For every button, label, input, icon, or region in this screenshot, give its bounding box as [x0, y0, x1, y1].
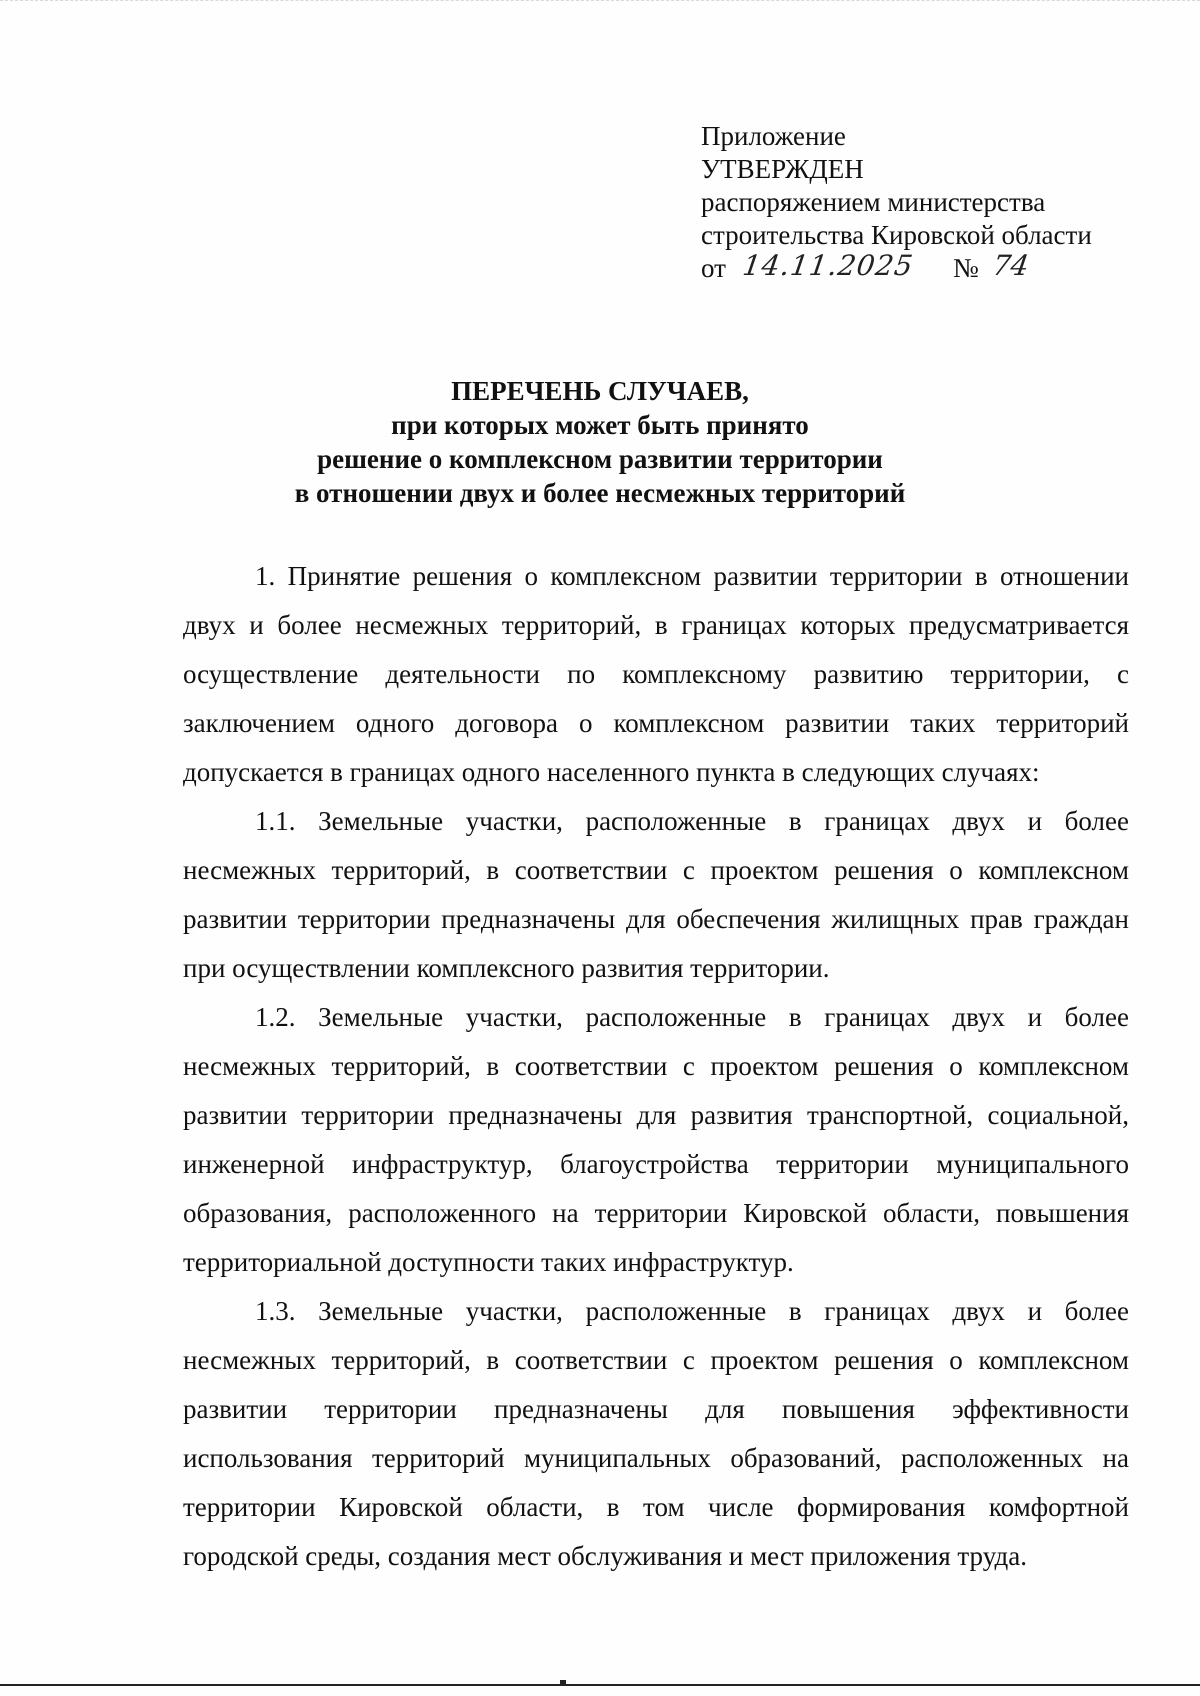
- number-label: №: [953, 253, 979, 283]
- title-line-2: при которых может быть принято: [391, 410, 809, 440]
- paragraph-1-1: 1.1. Земельные участки, расположенные в границах двух и более несмежных территорий, в соответствии с проектом решения о комплексном развитии территории предназначены для обеспечения жилищных прав граждан при осуществлении комплексного развития территории.: [183, 806, 1129, 983]
- handwritten-number: 74: [990, 249, 1031, 282]
- approval-line-2: строительства Кировской области: [701, 220, 1092, 250]
- paragraph-1-2: 1.2. Земельные участки, расположенные в границах двух и более несмежных территорий, в соответствии с проектом решения о комплексном развитии территории предназначены для развития транспортной, социальной, инженерной инфраструктур, благоустройства территории муниципального образования, расположенного на территории Кировской области, повышения территориальной доступности таких инфраструктур.: [183, 1002, 1129, 1277]
- date-number-row: [701, 249, 1141, 286]
- document-title: [200, 374, 1000, 510]
- title-line-3: решение о комплексном развитии территории: [317, 444, 883, 474]
- appendix-label: Приложение: [701, 121, 846, 151]
- handwritten-date: 14.11.2025: [740, 249, 916, 282]
- paragraph-1-3: 1.3. Земельные участки, расположенные в границах двух и более несмежных территорий, в соответствии с проектом решения о комплексном развитии территории предназначены для повышения эффективности использования территорий муниципальных образований, расположенных на территории Кировской области, в том числе формирования комфортной городской среды, создания мест обслуживания и мест приложения труда.: [183, 1296, 1129, 1571]
- paragraph-1: 1. Принятие решения о комплексном развитии территории в отношении двух и более несмежных территорий, в границах которых предусматривается осуществление деятельности по комплексному развитию территории, с заключением одного договора о комплексном развитии таких территорий допускается в границах одного населенного пункта в следующих случаях:: [183, 561, 1129, 787]
- title-line-1: ПЕРЕЧЕНЬ СЛУЧАЕВ,: [451, 376, 749, 406]
- approved-label: УТВЕРЖДЕН: [701, 154, 864, 184]
- approval-block: [701, 120, 1141, 286]
- from-label: от: [701, 253, 726, 283]
- document-body: [183, 552, 1129, 1581]
- approval-line-1: распоряжением министерства: [701, 187, 1046, 217]
- page-top-edge: [0, 0, 1200, 3]
- title-line-4: в отношении двух и более несмежных территорий: [294, 478, 906, 508]
- page-bottom-edge: [0, 1684, 1200, 1686]
